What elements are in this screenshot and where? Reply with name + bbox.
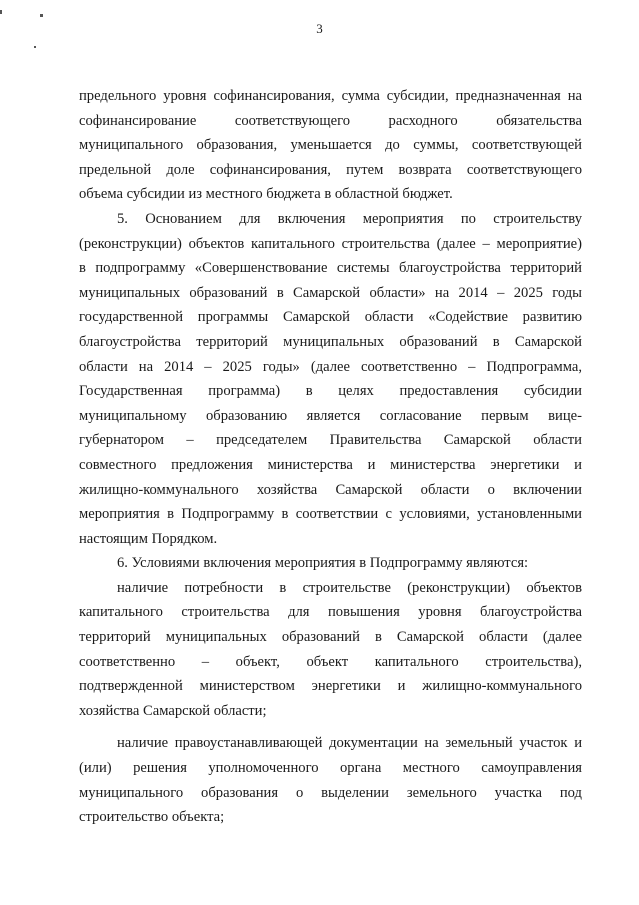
- text-line: муниципальному образованию является согласование первым вице-: [79, 407, 582, 424]
- text-line: (реконструкции) объектов капитального строительства (далее – мероприятие): [79, 235, 582, 252]
- text-line: наличие потребности в строительстве (реконструкции) объектов: [117, 579, 582, 596]
- text-line: муниципального образования о выделении земельного участка под: [79, 784, 582, 801]
- text-line: наличие правоустанавливающей документации на земельный участок и: [117, 735, 582, 752]
- text-line: настоящим Порядком.: [79, 530, 218, 547]
- text-line: Государственная программа) в целях предоставления субсидии: [79, 383, 582, 400]
- text-line: капитального строительства для повышения уровня благоустройства: [79, 604, 582, 621]
- text-line: предельного уровня софинансирования, сумма субсидии, предназначенная на: [79, 88, 582, 104]
- text-line: 5. Основанием для включения мероприятия по строительству: [117, 210, 582, 227]
- text-line: жилищно-коммунального хозяйства Самарской области о включении: [79, 481, 582, 498]
- paragraph-need-condition: [79, 576, 582, 724]
- text-line: предельной доле софинансирования, путем возврата соответствующего: [79, 161, 582, 178]
- text-line: территорий муниципальных образований в Самарской области (далее: [79, 629, 582, 646]
- text-line: (или) решения уполномоченного органа местного самоуправления: [79, 760, 582, 777]
- text-line: хозяйства Самарской области;: [79, 702, 267, 719]
- page-number: 3: [316, 21, 323, 36]
- paragraph-subsidy-reduction: [79, 84, 582, 207]
- text-line: области на 2014 – 2025 годы» (далее соответственно – Подпрограмма,: [79, 358, 582, 375]
- text-line: соответственно – объект, объект капитального строительства),: [79, 653, 582, 670]
- text-line: в подпрограмму «Совершенствование системы благоустройства территорий: [79, 260, 582, 277]
- margin-mark: [34, 46, 36, 48]
- text-line: 6. Условиями включения мероприятия в Подпрограмму являются:: [117, 555, 529, 572]
- document-body: [79, 84, 582, 830]
- text-line: государственной программы Самарской области «Содействие развитию: [79, 309, 582, 326]
- text-line: подтвержденной министерством энергетики и жилищно-коммунального: [79, 678, 582, 695]
- text-line: мероприятия в Подпрограмму в соответствии с условиями, установленными: [79, 506, 582, 523]
- text-line: благоустройства территорий муниципальных образований в Самарской: [79, 333, 582, 350]
- margin-mark: [0, 10, 2, 14]
- paragraph-item-5: [79, 207, 582, 551]
- text-line: софинансирование соответствующего расходного обязательства: [79, 112, 582, 129]
- text-line: строительство объекта;: [79, 809, 225, 826]
- margin-mark: [40, 14, 43, 17]
- paragraph-land-documents-condition: [79, 731, 582, 829]
- text-line: объема субсидии из местного бюджета в областной бюджет.: [79, 186, 453, 203]
- text-line: муниципального образования, уменьшается до суммы, соответствующей: [79, 137, 582, 154]
- paragraph-item-6: [79, 551, 582, 576]
- text-line: совместного предложения министерства и министерства энергетики и: [79, 456, 582, 473]
- text-line: губернатором – председателем Правительства Самарской области: [79, 432, 582, 449]
- text-line: муниципальных образований в Самарской области» на 2014 – 2025 годы: [79, 284, 582, 301]
